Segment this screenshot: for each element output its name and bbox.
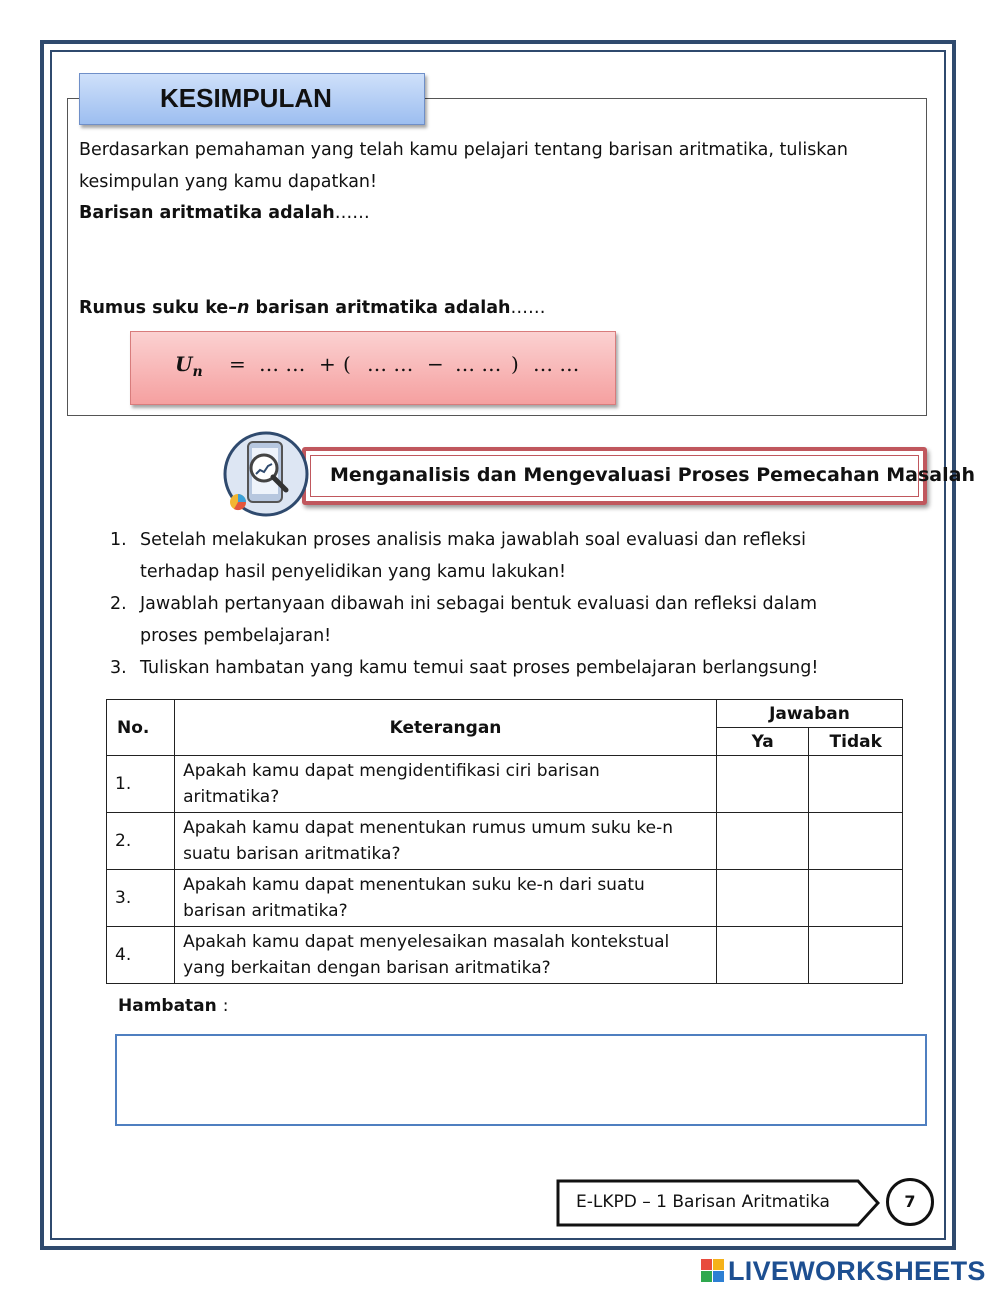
formula-box (130, 331, 616, 405)
row-number: 1. (107, 756, 175, 813)
formula-blank-2[interactable]: … … (367, 352, 414, 376)
definition-prompt (79, 197, 370, 229)
section-title: Menganalisis dan Mengevaluasi Proses Pemecahan Masalah (330, 464, 975, 486)
table-row (107, 927, 903, 984)
row-question: Apakah kamu dapat menyelesaikan masalah kontekstual yang berkaitan dengan barisan aritmatika? (175, 927, 717, 984)
answer-tidak-cell[interactable] (809, 756, 903, 813)
formula-minus: − (427, 352, 444, 376)
formula-blank-3[interactable]: … … (455, 352, 502, 376)
row-question: Apakah kamu dapat menentukan rumus umum suku ke-n suatu barisan aritmatika? (175, 813, 717, 870)
intro-line-1: Berdasarkan pemahaman yang telah kamu pelajari tentang barisan aritmatika, tuliskan (79, 140, 848, 160)
instruction-item: 2. Jawablah pertanyaan dibawah ini sebagai bentuk evaluasi dan refleksi dalam proses pembelajaran! (110, 594, 817, 646)
row-number: 4. (107, 927, 175, 984)
instruction-item: 3. Tuliskan hambatan yang kamu temui saat proses pembelajaran berlangsung! (110, 658, 819, 678)
formula-open-paren: ( (343, 352, 351, 376)
answer-ya-cell[interactable] (716, 813, 808, 870)
row-number: 2. (107, 813, 175, 870)
formula-blank-4[interactable]: … … (533, 352, 580, 376)
formula-equals: = (229, 352, 246, 376)
formula-blank-1[interactable]: … … (259, 352, 306, 376)
hambatan-label: Hambatan : (118, 996, 229, 1016)
brand (700, 1257, 986, 1285)
formula-lhs: $U_n$ (175, 352, 203, 380)
answer-ya-cell[interactable] (716, 756, 808, 813)
row-question: Apakah kamu dapat mengidentifikasi ciri barisan aritmatika? (175, 756, 717, 813)
instruction-list (110, 524, 870, 684)
formula-close-paren: ) (511, 352, 519, 376)
liveworksheets-logo-icon (700, 1258, 726, 1284)
formula-plus: + (319, 352, 336, 376)
definition-dots: …… (334, 203, 370, 223)
header-ya: Ya (716, 728, 808, 756)
answer-tidak-cell[interactable] (809, 813, 903, 870)
row-question: Apakah kamu dapat menentukan suku ke-n dari suatu barisan aritmatika? (175, 870, 717, 927)
answer-tidak-cell[interactable] (809, 870, 903, 927)
hambatan-input[interactable] (115, 1034, 927, 1126)
table-row (107, 813, 903, 870)
definition-label: Barisan aritmatika adalah (79, 203, 335, 223)
formula-label-post: barisan aritmatika adalah (249, 298, 511, 318)
formula-prompt (79, 292, 545, 324)
table-row (107, 870, 903, 927)
brand-name: LIVEWORKSHEETS (728, 1255, 986, 1286)
answer-ya-cell[interactable] (716, 927, 808, 984)
header-keterangan: Keterangan (175, 700, 717, 756)
magnifier-phone-icon (222, 430, 310, 518)
answer-tidak-cell[interactable] (809, 927, 903, 984)
formula-label-pre: Rumus suku ke– (79, 298, 237, 318)
page-number: 7 (886, 1178, 934, 1226)
footer-text: E-LKPD – 1 Barisan Aritmatika (576, 1192, 830, 1212)
kesimpulan-intro (79, 134, 848, 198)
evaluation-table (106, 699, 903, 984)
answer-ya-cell[interactable] (716, 870, 808, 927)
kesimpulan-title: KESIMPULAN (79, 73, 425, 125)
instruction-item: 1. Setelah melakukan proses analisis maka jawablah soal evaluasi dan refleksi terhadap hasil penyelidikan yang kamu lakukan! (110, 530, 807, 582)
table-row (107, 756, 903, 813)
intro-line-2: kesimpulan yang kamu dapatkan! (79, 172, 378, 192)
header-jawaban: Jawaban (716, 700, 902, 728)
row-number: 3. (107, 870, 175, 927)
formula-label-dots: …… (510, 298, 546, 318)
formula-label-n: n (237, 298, 250, 318)
header-no: No. (107, 700, 175, 756)
header-tidak: Tidak (809, 728, 903, 756)
